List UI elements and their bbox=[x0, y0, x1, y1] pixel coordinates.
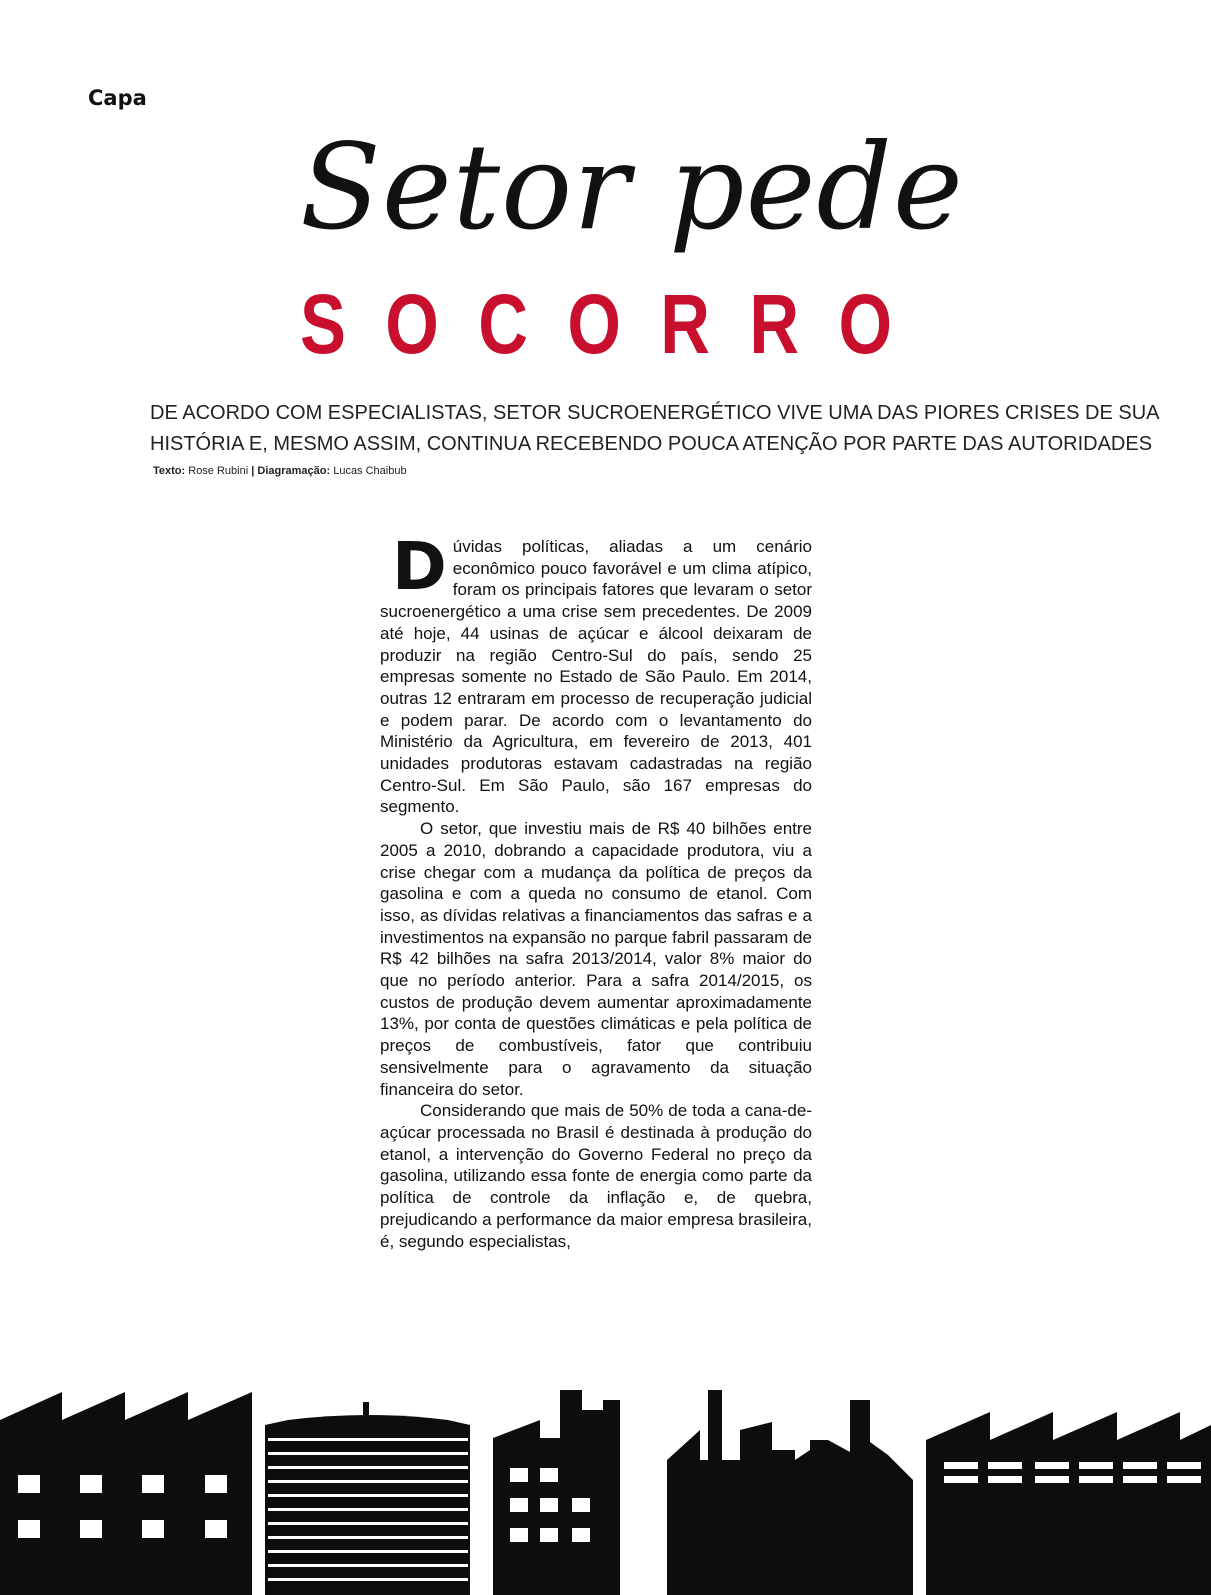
article-paragraph-3: Considerando que mais de 50% de toda a cana-de-açúcar processada no Brasil é destinada à produção do etanol, a intervenção do Governo Federal no preço da gasolina, utilizando essa fonte de energia como parte da política de controle da inflação e, de quebra, prejudicando a performance da maior empresa brasileira, é, segundo especialistas, bbox=[380, 1101, 812, 1251]
byline-layout-label: Diagramação: bbox=[257, 465, 331, 477]
byline-text-author: Rose Rubini bbox=[188, 465, 249, 477]
byline bbox=[153, 465, 407, 477]
byline-text-label: Texto: bbox=[153, 465, 186, 477]
article-paragraph-2: O setor, que investiu mais de R$ 40 bilhões entre 2005 a 2010, dobrando a capacidade produtora, viu a crise chegar com a mudança da política de preços da gasolina e com a queda no consumo de etanol. Com isso, as dívidas relativas a financiamentos das safras e a investimentos na expansão no parque fabril passaram de R$ 42 bilhões na safra 2013/2014, valor 8% maior do que no período anterior. Para a safra 2014/2015, os custos de produção devem aumentar aproximadamente 13%, por conta de questões climáticas e pela política de preços de combustíveis, fator que contribuiu sensivelmente para o agravamento da situação financeira do setor. bbox=[380, 819, 812, 1099]
tank-vent bbox=[363, 1402, 369, 1416]
subheadline bbox=[150, 398, 1160, 460]
byline-separator: | bbox=[251, 465, 255, 477]
drop-cap: D bbox=[392, 528, 447, 605]
storage-tank-icon bbox=[265, 1415, 470, 1595]
section-label: Capa bbox=[88, 86, 147, 110]
refinery-icon bbox=[667, 1390, 913, 1595]
article-body bbox=[380, 528, 812, 1252]
byline-layout-author: Lucas Chaibub bbox=[333, 465, 407, 477]
factory-skyline-illustration bbox=[0, 1380, 1211, 1595]
article-paragraph-1-text: úvidas políticas, aliadas a um cenário econômico pouco favorável e um clima atípico, foram os principais fatores que levaram o setor sucroenergético a uma crise sem precedentes. De 2009 até hoje, 44 usinas de açúcar e álcool deixaram de produzir na região Centro-Sul do país, sendo 25 empresas somente no Estado de São Paulo. Em 2014, outras 12 entraram em processo de recuperação judicial e podem parar. De acordo com o levantamento do Ministério da Agricultura, em fevereiro de 2013, 401 unidades produtoras estavam cadastradas na região Centro-Sul. Em São Paulo, são 167 empresas do segmento. bbox=[380, 537, 812, 817]
subheadline-line-2: HISTÓRIA E, MESMO ASSIM, CONTINUA RECEBENDO POUCA ATENÇÃO POR PARTE DAS AUTORIDADES bbox=[150, 433, 1153, 455]
headline-script: Setor pede bbox=[300, 118, 964, 256]
factory-3-icon bbox=[493, 1390, 620, 1595]
headline-red: SOCORRO bbox=[300, 277, 932, 371]
article-paragraph-1 bbox=[380, 528, 812, 818]
factory-1-icon bbox=[0, 1392, 252, 1595]
factory-5-icon bbox=[926, 1412, 1211, 1595]
subheadline-line-1: DE ACORDO COM ESPECIALISTAS, SETOR SUCROENERGÉTICO VIVE UMA DAS PIORES CRISES DE SUA bbox=[150, 402, 1160, 424]
skyline-silhouettes bbox=[0, 1390, 1211, 1595]
